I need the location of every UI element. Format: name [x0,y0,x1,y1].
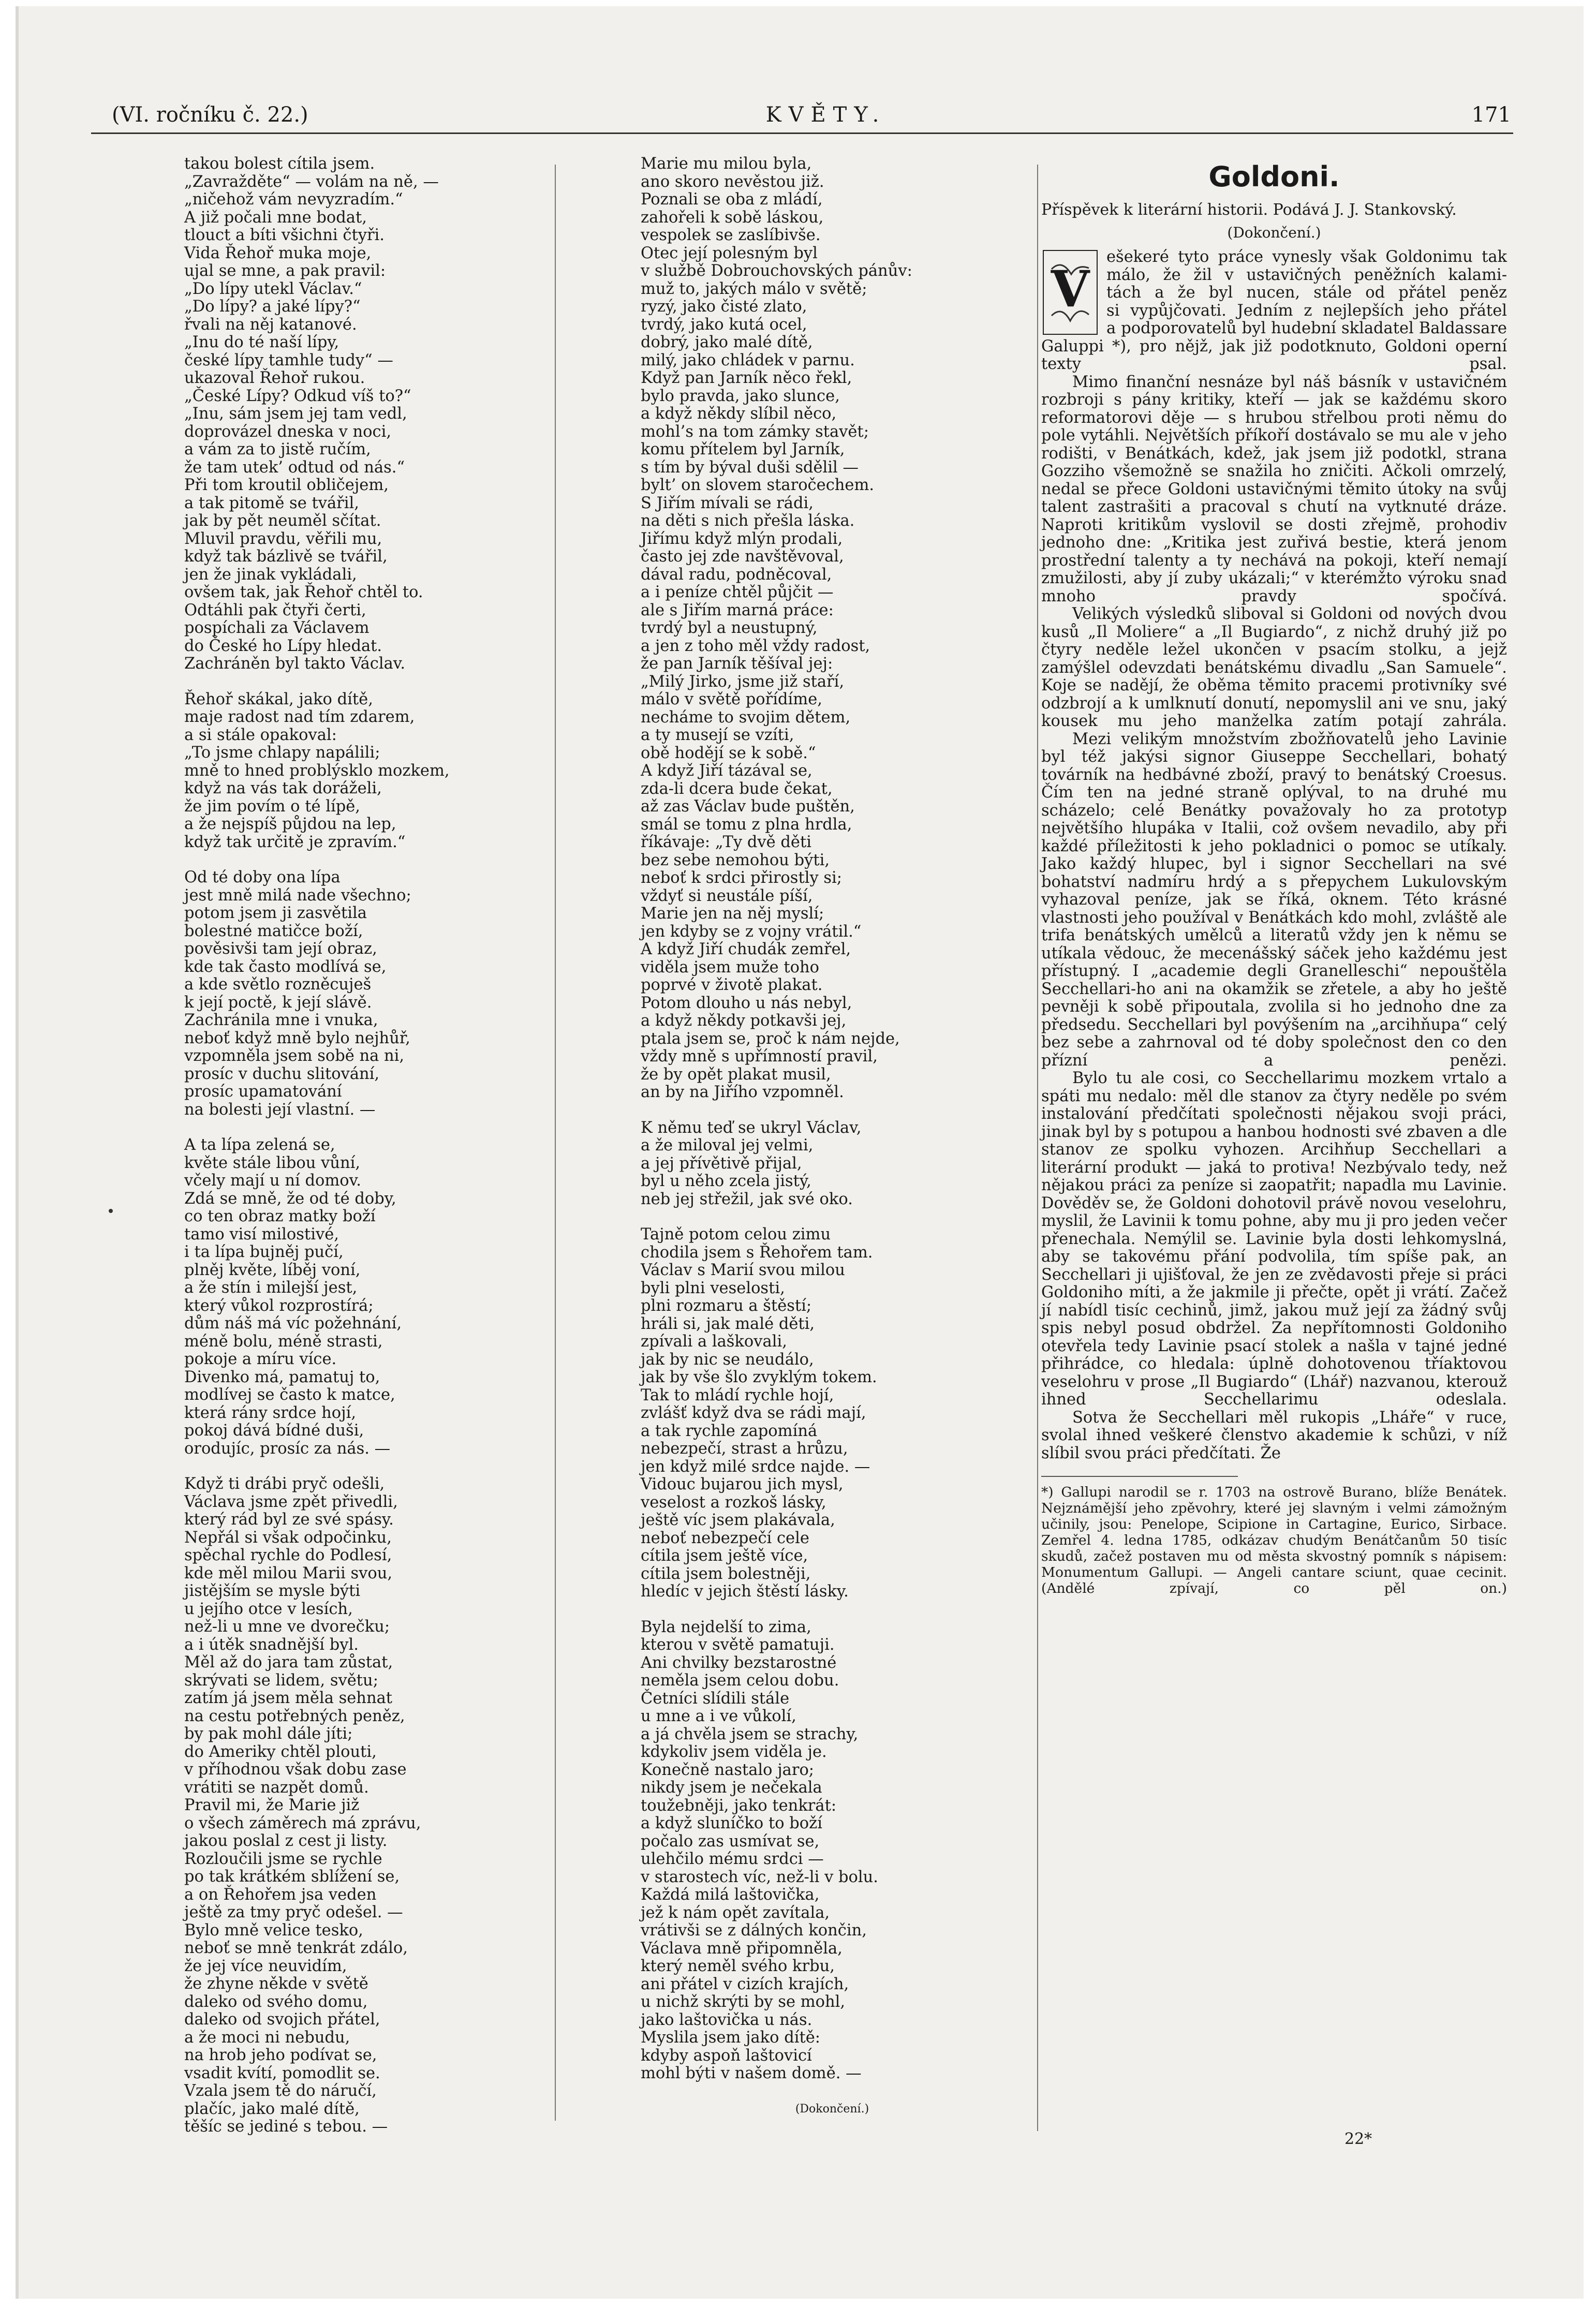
verse-line: a tak rychle zapomíná [641,1422,818,1440]
stanza [641,1226,1024,1601]
issue-label: (VI. ročníku č. 22.) [112,103,308,127]
verse-line: plni rozmaru a štěstí; [641,1297,812,1315]
verse-line: jak by vše šlo zvyklým tokem. [641,1368,877,1386]
verse-line: a on Řehořem jsa veden [184,1885,377,1904]
footnote-rule [1041,1476,1238,1477]
verse-line: v příhodnou však dobu zase [184,1760,407,1779]
article-line: si vypůjčovati. Jedním z nejlepších jeho přátel [1106,301,1507,320]
article-paragraph: Bylo tu ale cosi, co Secchellarimu mozkem vrtalo a spáti mu nedalo: měl dle stanov za čtyry neděle po svém instalování předčítati společnosti nějakou svoji práci, jinak byl by s potupou a hanbou hodnosti své zbaven a dle stanov ze spolku vyhozen. Arcihňup Secchellari a literární produkt — jaká to protiva! Nezbývalo tedy, než nějakou práci za peníze si zaopatřit; napadla mu Lavinie. Dověděv se, že Goldoni dohotovil právě novou veselohru, myslil, že Lavinii k tomu pohne, aby mu ji pro jeden večer přenechala. Nemýlil se. Lavinie byla dosti lehkomyslná, aby se takovému přání podvolila, tím spíše pak, an Secchellari ji ujišťoval, že jen ze zvědavosti přeje si práci Goldoniho míti, a že jakmile ji přečte, opět ji vrátí. Začež jí nabídl tisíc cechinů, jimž, jakou muž její za žádný svůj spis nebyl posud obdržel. Za nepřítomnosti Goldoniho otevřela tedy Lavinie psací stolek a našla v tajné jedné přihrádce, co hledala: úplně dohotovenou tříaktovou veselohru v prose „Il Bugiardo“ (Lhář) nazvanou, kterouž ihned Secchellarimu odeslala. [1041,1069,1507,1409]
verse-line: a já chvěla jsem se strachy, [641,1725,859,1743]
page-number: 171 [1471,103,1511,127]
verse-line: daleko od svojich přátel, [184,2010,380,2029]
verse-line: vsadit kvítí, pomodlit se. [184,2064,380,2082]
verse-line: tamo visí milostivé, [184,1225,339,1244]
verse-line: smál se tomu z plna hrdla, [641,815,852,834]
verse-line: hráli si, jak malé děti, [641,1314,815,1333]
verse-line: Tajně potom celou zimu [641,1225,831,1244]
verse-line: obě hodějí se k sobě.“ [641,744,816,762]
verse-line: a když někdy slíbil něco, [641,405,837,423]
verse-line: který neměl svého krbu, [641,1957,835,1975]
verse-line: Když pan Jarník něco řekl, [641,369,852,387]
verse-line: Odtáhli pak čtyři čerti, [184,601,366,619]
verse-line: milý, jako chládek v parnu. [641,351,855,369]
verse-line: že jej více neuvidím, [184,1957,347,1975]
verse-line: počalo zas usmívat se, [641,1832,820,1851]
verse-line: Ani chvilky bezstarostné [641,1653,837,1672]
verse-line: mně to hned problýsklo mozkem, [184,761,450,780]
verse-line: doprovázel dneska v noci, [184,422,392,441]
verse-line: Každá milá laštovička, [641,1886,820,1904]
verse-line: Vzala jsem tě do náručí, [184,2082,377,2100]
verse-line: muž to, jakých málo v světě; [641,279,867,298]
verse-line: an by na Jiřího vzpomněl. [641,1083,844,1101]
verse-line: Václav s Marií svou milou [641,1261,845,1279]
verse-line: který vůkol rozprostírá; [184,1296,374,1315]
verse-line: maje radost nad tím zdarem, [184,708,415,726]
verse-line: byl u něho zcela jistý, [641,1172,811,1190]
verse-line: Poznali se oba z mládí, [641,190,823,209]
verse-line: kterou v světě pamatuji. [641,1636,835,1654]
verse-line: mohl’s na tom zámky stavět; [641,422,869,441]
verse-line: modlívej se často k matce, [184,1386,395,1404]
verse-line: Byla nejdelší to zima, [641,1618,811,1636]
verse-line: ale s Jiřím marná práce: [641,601,834,619]
article-continued: (Dokončení.) [1227,224,1321,241]
verse-line: a jej přívětivě přijal, [641,1154,802,1173]
verse-line: jako laštovička u nás. [641,2010,812,2029]
verse-line: Myslila jsem jako dítě: [641,2029,821,2047]
verse-line: jest mně milá nade všechno; [184,886,411,905]
verse-line: Rozloučili jsme se rychle [184,1850,382,1868]
article-title: Goldoni. [1208,160,1340,193]
article-subtitle: Příspěvek k literární historii. Podává J. J. Stankovský. [1041,201,1457,219]
verse-line: jen kdyby se z vojny vrátil.“ [641,922,862,941]
verse-line: „ničehož vám nevyzradím.“ [184,190,403,209]
stanza [641,155,1024,1102]
verse-line: že by opět plakat musil, [641,1065,831,1084]
verse-line: Vidouc bujarou jich mysl, [641,1475,844,1493]
verse-line: na cestu potřebných peněz, [184,1707,405,1725]
verse-line: spěchal rychle do Podlesí, [184,1546,392,1564]
verse-line: řvali na něj katanové. [184,315,357,334]
verse-line: na bolesti její vlastní. — [184,1100,376,1119]
verse-line: neboť když mně bylo nejhůř, [184,1029,410,1047]
verse-line: bylt’ on slovem staročechem. [641,476,875,494]
stanza [184,1475,557,2136]
verse-line: co ten obraz matky boží [184,1207,376,1225]
stanza [184,1136,557,1458]
verse-line: než-li u mne ve dvorečku; [184,1618,390,1636]
verse-line: prosíc upamatování [184,1083,342,1101]
verse-line: vždy mně s upřímností pravil, [641,1047,878,1066]
verse-line: a si stále opakoval: [184,726,337,744]
verse-line: ano skoro nevěstou již. [641,172,824,191]
verse-line: málo v světě pořídíme, [641,690,822,708]
verse-line: neboť nebezpečí cele [641,1529,809,1547]
signature-mark: 22* [1344,2130,1372,2148]
verse-line: poprvé v životě plakat. [641,976,823,994]
verse-line: Potom dlouho u nás nebyl, [641,994,852,1012]
verse-line: Zdá se mně, že od té doby, [184,1189,396,1208]
verse-line: a že miloval jej velmi, [641,1136,814,1155]
verse-line: kdykoliv jsem viděla je. [641,1743,827,1761]
verse-line: jistějším se mysle býti [184,1582,361,1600]
verse-line: dával radu, podněcoval, [641,565,832,584]
print-speck [109,1209,113,1213]
verse-line: A když Jiří chudák zemřel, [641,940,851,958]
verse-line: vždyť si neustále píší, [641,886,813,905]
verse-line: a vám za to jistě ručím, [184,440,371,458]
verse-line: ulehčilo mému srdci — [641,1850,824,1868]
verse-line: na děti s nich přešla láska. [641,512,855,530]
verse-line: i ta lípa bujněj pučí, [184,1243,344,1261]
verse-line: Vida Řehoř muka moje, [184,244,372,262]
verse-line: skrývati se lidem, světu; [184,1671,378,1690]
verse-line: těšíc se jediné s tebou. — [184,2118,388,2136]
verse-line: když tak určitě je zpravím.“ [184,833,406,851]
verse-line: mohl býti v našem domě. — [641,2064,862,2082]
article-line: málo, že žil v ustavičných peněžních kalami- [1106,265,1507,284]
verse-line: neměla jsem celou dobu. [641,1671,839,1690]
verse-line: veselost a rozkoš lásky, [641,1493,826,1512]
verse-line: vespolek se zaslíbivše. [641,226,821,244]
verse-line: jak by nic se neudálo, [641,1350,814,1369]
verse-line: neboť se mně tenkrát zdálo, [184,1939,408,1957]
stanza [641,1119,1024,1209]
verse-line: a že nejspíš půjdou na lep, [184,815,396,833]
verse-line: chodila jsem s Řehořem tam. [641,1243,873,1262]
verse-line: Od té doby ona lípa [184,868,341,886]
verse-line: Měl až do jara tam zůstat, [184,1653,393,1671]
verse-line: Četníci slídili stále [641,1689,790,1708]
verse-line: zvlášť když dva se rádi mají, [641,1404,866,1422]
verse-line: cítila jsem ještě více, [641,1547,808,1565]
verse-line: Otec její polesným byl [641,244,818,262]
stanza [184,869,557,1119]
verse-line: vzpomněla jsem sobě na ni, [184,1047,405,1065]
stanza [184,691,557,852]
verse-line: vrátiti se nazpět domů. [184,1778,369,1797]
verse-line: toužebněji, jako tenkrát: [641,1796,837,1815]
verse-line: plněj květe, líběj voní, [184,1261,361,1279]
verse-line: pokoje a míru více. [184,1350,337,1368]
verse-line: a když sluníčko to boží [641,1814,822,1832]
verse-line: Řehoř skákal, jako dítě, [184,690,373,708]
verse-line: bylo pravda, jako slunce, [641,387,840,405]
header-rule [91,132,1513,134]
verse-line: dům náš má víc požehnání, [184,1314,402,1333]
verse-line: o všech záměrech má zprávu, [184,1814,421,1832]
verse-line: často jej zde navštěvoval, [641,548,844,566]
poem-end-mark: (Dokončení.) [795,2102,869,2115]
verse-line: Mluvil pravdu, věřili mu, [184,529,382,548]
article-paragraph: Mezi velikým množstvím zbožňovatelů jeho Lavinie byl též jakýsi signor Giuseppe Secchellari, bohatý továrník na hedbávné zboží, pravý to benátský Croesus. Čím ten na jedné straně oplýval, to na druhé mu scházelo; celé Benátky považovaly ho za prototyp největšího hlupáka v Italii, což ovšem nevadilo, aby při každé příležitosti k jeho pokladnici o pomoc se utíkaly. Jako každý hlupec, byl i signor Secchellari na své bohatství nadmíru hrdý a s přepychem Lukulovským vyhazoval peníze, jak se říká, oknem. Této krásné vlastnosti jeho používal v Benátkách kdo mohl, zvláště ale trifa benátských umělců a literatů vždy jen k němu se utíkala vědouc, že mecenášský sáček jeho každému jest přístupný. I „academie degli Granelleschi“ nepouštěla Secchellari-ho ani na okamžik se zřetele, a aby ho ještě pevněji k sobě připoutala, zvolila si ho jednoho dne za předsedu. Secchellari byl povýšením na „arcihňupa“ celý bez sebe a zahrnoval od té doby společnost den co den přízní a penězi. [1041,730,1507,1070]
verse-line: tvrdý byl a neustupný, [641,619,818,637]
verse-line: „To jsme chlapy napálili; [184,744,380,762]
verse-line: zahořeli k sobě láskou, [641,208,824,227]
verse-line: méně bolu, méně strasti, [184,1332,383,1351]
verse-line: a jen z toho měl vždy radost, [641,637,870,655]
article-paragraph: Sotva že Secchellari měl rukopis „Lháře“ v ruce, svolal ihned veškeré členstvo akademie k schůzi, v níž slíbil svou práci předčítati. Že [1041,1408,1507,1462]
verse-line: ještě za tmy pryč odešel. — [184,1903,403,1921]
verse-line: zpívali a laškovali, [641,1333,787,1351]
verse-line: hledíc v jejich štěstí lásky. [641,1582,849,1601]
verse-line: a kde světlo rozněcuješ [184,975,372,994]
verse-line: Při tom kroutil obličejem, [184,476,389,494]
verse-line: a když někdy potkavši jej, [641,1012,847,1030]
verse-line: Zachráněn byl takto Václav. [184,655,406,673]
verse-line: pospíchali za Václavem [184,619,370,637]
verse-line: ukazoval Řehoř rukou. [184,369,365,387]
verse-line: „Inu, sám jsem jej tam vedl, [184,405,407,423]
verse-line: jež k nám opět zavítala, [641,1903,830,1922]
dropcap-letter: V [1051,260,1090,318]
verse-line: jen když milé srdce najde. — [641,1457,870,1476]
verse-line: do Ameriky chtěl plouti, [184,1742,377,1761]
verse-line: daleko od svého domu, [184,1992,368,2011]
verse-line: bolestné matičce boží, [184,922,363,940]
verse-line: u jejího otce v lesích, [184,1600,353,1618]
verse-line: by pak mohl dále jíti; [184,1725,353,1743]
verse-line: říkávaje: „Ty dvě děti [641,833,811,851]
verse-line: a i peníze chtěl půjčit — [641,583,834,601]
verse-line: který rád byl ze své spásy. [184,1511,394,1529]
verse-line: u nichž skrýti by se mohl, [641,1993,846,2011]
verse-line: byli plni veselosti, [641,1279,785,1297]
verse-line: A již počali mne bodat, [184,208,367,227]
verse-line: u mne a i ve vůkolí, [641,1707,796,1725]
article-paragraph: Mimo finanční nesnáze byl náš básník v ustavičném rozbroji s pány kritiky, kteří — jak se každému skoro reformatorovi děje — s hrubou střelbou proti němu do pole vytáhli. Největších příkoří dostávalo se mu ale v jeho rodišti, v Benátkách, kdež, jak jsem již podotkl, strana Gozziho všemožně se snažila ho zničiti. Ačkoli omrzelý, nedal se přece Goldoni ustavičnými těmito útoky na svůj talent zastrašiti a pracoval s chutí na vytknuté dráze. Naproti kritikům vyslovil se dosti zřejmě, prohodiv jednoho dne: „Kritika jest zuřivá bestie, která jenom prostřední talenty a ty nechává na pokoji, kteří nemají zmužilosti, aby jí zuby ukázali;“ v kterémžto výroku snad mnoho pravdy spočívá. [1041,373,1507,605]
verse-line: plačíc, jako malé dítě, [184,2099,360,2118]
verse-line: Bylo mně velice tesko, [184,1921,363,1940]
verse-line: zatím já jsem měla sehnat [184,1689,393,1707]
verse-line: kde tak často modlívá se, [184,957,387,976]
article-paragraph: a podporovatelů byl hudební skladatel Baldassare Galuppi *), pro nějž, jak již podotknuto, Goldoni operní texty psal. [1041,319,1507,373]
verse-line: nikdy jsem je nečekala [641,1779,822,1797]
verse-line: kdyby aspoň laštovicí [641,2046,812,2065]
verse-line: ani přátel v cizích krajích, [641,1975,849,1993]
stanza [641,1619,1024,2083]
periodical-title: KVĚTY. [765,103,886,127]
verse-line: „Do lípy utekl Václav.“ [184,279,362,298]
verse-line: pokoj dává bídné duši, [184,1422,364,1440]
verse-line: jak by pět neuměl sčítat. [184,512,381,530]
verse-line: viděla jsem muže toho [641,958,819,977]
verse-line: v starostech víc, než-li v bolu. [641,1868,878,1886]
verse-line: ptala jsem se, proč k nám nejde, [641,1029,900,1048]
verse-line: vrátivši se z dálných končin, [641,1921,867,1940]
verse-line: pověsivši tam její obraz, [184,940,377,958]
verse-line: včely mají u ní domov. [184,1172,361,1190]
article-line: tách a že byl nucen, stále od přátel peněz [1106,284,1507,302]
article-opening [1041,248,1507,374]
verse-line: S Jiřím mívali se rádi, [641,494,814,512]
verse-line: Konečně nastalo jaro; [641,1760,815,1779]
verse-line: orodujíc, prosíc za nás. — [184,1439,391,1458]
verse-line: takou bolest cítila jsem. [184,155,375,173]
verse-line: tlouct a bíti všichni čtyři. [184,226,385,244]
verse-line: A ta lípa zelená se, [184,1136,335,1154]
poem-column-left [184,155,557,2154]
verse-line: Václava jsme zpět přivedli, [184,1492,398,1511]
verse-line: Marie jen na něj myslí; [641,905,824,923]
footnote: *) Gallupi narodil se r. 1703 na ostrově Burano, blíže Benátek. Nejznámější jeho zpěvohry, které jej slavným i velmi zámožným učinily, jsou: Penelope, Scipione in Cartagine, Eurico, Sirbace. Zemřel 4. ledna 1785, odkázav chudým Benátčanům 50 tisíc skudů, začež postaven mu od města skvostný pomník s nápisem: Monumentum Gallupi. — Angeli cantare sciunt, quae cecinit. (Andělé zpívají, co pěl on.) [1041,1484,1507,1596]
verse-line: k její poctě, k její slávě. [184,993,372,1012]
verse-line: a že moci ni nebudu, [184,2028,350,2047]
verse-line: že jim povím o té lípě, [184,797,360,816]
verse-line: že zhyne někde v světě [184,1975,368,1993]
article-column [1041,155,1507,1596]
verse-line: Když ti drábi pryč odešli, [184,1475,385,1493]
verse-line: kde měl milou Marii svou, [184,1564,393,1582]
verse-line: do České ho Lípy hledat. [184,637,382,655]
verse-line: Zachránila mne i vnuka, [184,1011,378,1029]
verse-line: Jiřímu když mlýn prodali, [641,529,843,548]
poem-column-middle [641,155,1024,2118]
verse-line: Marie mu milou byla, [641,155,812,173]
verse-line: „Do lípy? a jaké lípy?“ [184,298,361,316]
verse-line: květe stále libou vůní, [184,1153,361,1172]
verse-line: neb jej střežil, jak své oko. [641,1190,853,1208]
verse-line: když na vás tak doráželi, [184,779,382,797]
verse-line: „Inu do té naší lípy, [184,333,339,351]
verse-line: nebezpečí, strast a hrůzu, [641,1440,848,1458]
verse-line: Tak to mládí rychle hojí, [641,1386,834,1404]
verse-line: po tak krátkém sblížení se, [184,1868,400,1886]
verse-line: v službě Dobrouchovských pánův: [641,262,912,280]
verse-line: necháme to svojim dětem, [641,708,851,727]
verse-line: české lípy tamhle tudy“ — [184,351,393,369]
verse-line: K němu teď se ukryl Václav, [641,1118,862,1137]
verse-line: komu přítelem byl Jarník, [641,440,845,458]
verse-line: Nepřál si však odpočinku, [184,1528,392,1547]
verse-line: Václava mně připomněla, [641,1939,843,1958]
verse-line: ryzý, jako čisté zlato, [641,298,807,316]
verse-line: „České Lípy? Odkud víš to?“ [184,387,411,405]
verse-line: že pan Jarník těšíval jej: [641,655,833,673]
verse-line: a že stín i milejší jest, [184,1279,358,1297]
verse-line: potom jsem ji zasvětila [184,904,367,922]
verse-line: Pravil mi, že Marie již [184,1796,360,1814]
verse-line: prosíc v duchu slitování, [184,1064,380,1083]
verse-line: ujal se mne, a pak pravil: [184,262,386,280]
verse-line: dobrý, jako malé dítě, [641,333,813,351]
verse-line: jakou poslal z cest ji listy. [184,1832,388,1850]
verse-line: a tak pitomě se tvářil, [184,494,359,512]
verse-line: A když Jiří tázával se, [641,762,812,780]
stanza [184,155,557,673]
verse-line: a i útěk snadnější byl. [184,1635,359,1654]
verse-line: až zas Václav bude puštěn, [641,797,855,816]
verse-line: s tím by býval duši sdělil — [641,458,859,477]
verse-line: jen že jinak vykládali, [184,565,357,584]
verse-line: Divenko má, pamatuj to, [184,1368,380,1386]
verse-line: cítila jsem bolestněji, [641,1564,811,1583]
verse-line: neboť k srdci přirostly si; [641,869,843,887]
column-divider-2 [1037,165,1038,2131]
article-paragraph: Velikých výsledků sliboval si Goldoni od nových dvou kusů „Il Moliere“ a „Il Bugiardo“, z nichž druhý již po čtyry neděle ležel ukončen v psacím stolku, a jejž zamýšlel odevzdati benátskému divadlu „San Samuele“. Koje se nadějí, že oběma těmito pracemi protivníky své odzbrojí a k umlknutí donutí, nepomyslil ani ve snu, jaký kousek mu jeho manželka zatím potají zahrála. [1041,605,1507,730]
verse-line: když tak bázlivě se tvářil, [184,548,388,566]
verse-line: zda-li dcera bude čekat, [641,779,833,798]
verse-line: že tam utek’ odtud od nás.“ [184,458,405,477]
verse-line: která rány srdce hojí, [184,1403,357,1422]
verse-line: „Zavražděte“ — volám na ně, — [184,172,439,191]
verse-line: ovšem tak, jak Řehoř chtěl to. [184,583,423,601]
verse-line: „Milý Jirko, jsme již staří, [641,672,845,691]
verse-line: tvrdý, jako kutá ocel, [641,315,807,334]
verse-line: na hrob jeho podívat se, [184,2046,377,2064]
verse-line: bez sebe nemohou býti, [641,851,830,869]
verse-line: a ty musejí se vzíti, [641,726,794,744]
article-line: ešekeré tyto práce vynesly však Goldonimu tak [1106,248,1507,266]
ornamental-initial-icon [1041,248,1099,336]
verse-line: ještě víc jsem plakávala, [641,1511,835,1529]
